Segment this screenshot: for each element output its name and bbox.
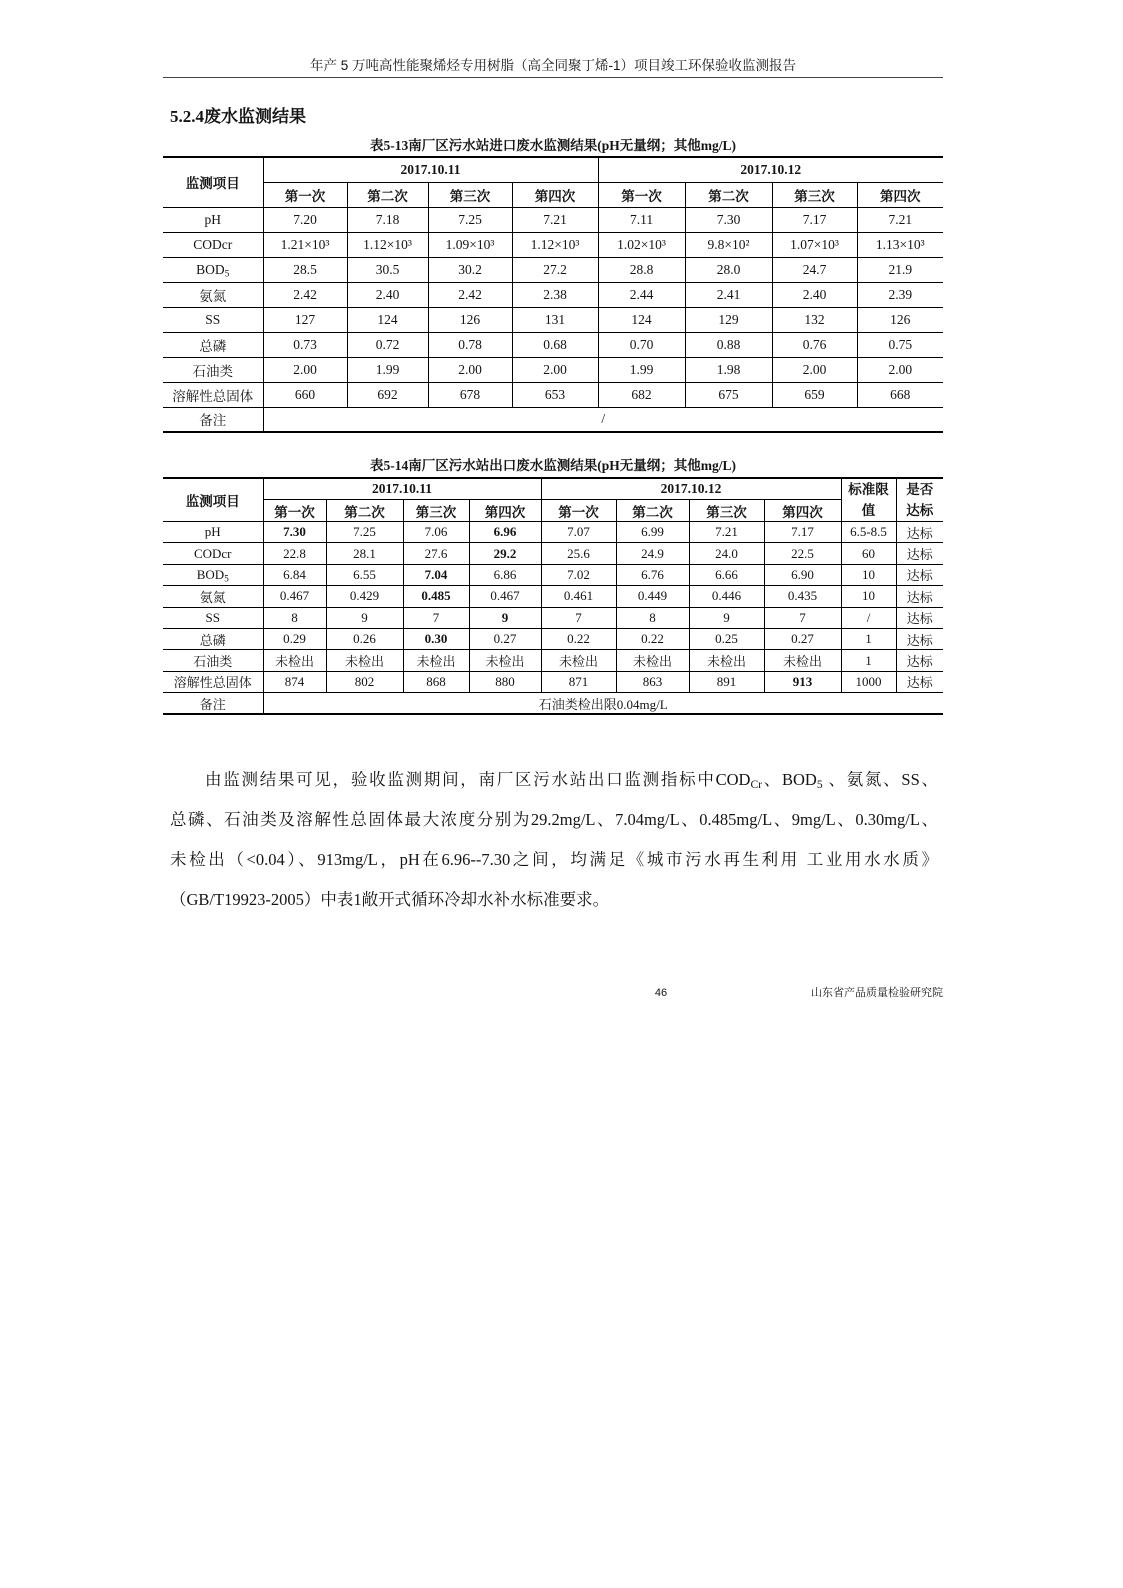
item-label: pH — [163, 522, 263, 543]
item-label: 总磷 — [163, 628, 263, 649]
measurement-value: 未检出 — [326, 650, 403, 671]
measurement-value: 21.9 — [857, 257, 943, 282]
run-header: 第四次 — [469, 500, 541, 522]
measurement-value: 7.11 — [598, 207, 685, 232]
measurement-value: 124 — [347, 307, 428, 332]
measurement-value: 0.27 — [764, 628, 841, 649]
measurement-value: 0.88 — [685, 332, 772, 357]
conclusion-line: 总磷、石油类及溶解性总固体最大浓度分别为29.2mg/L、7.04mg/L、0.485mg/L、9mg/L、0.30mg/L、 — [170, 810, 938, 829]
table-remark — [163, 407, 943, 432]
measurement-value: 1.98 — [685, 357, 772, 382]
measurement-value: 30.2 — [428, 257, 512, 282]
item-label: 石油类 — [163, 357, 263, 382]
table-row — [163, 564, 943, 585]
date-header: 2017.10.12 — [541, 478, 841, 500]
item-label: $BOD_5$ — [163, 257, 263, 282]
run-header: 第三次 — [403, 500, 469, 522]
measurement-value: 6.66 — [689, 564, 764, 585]
text-run: 由监测结果可见，验收监测期间，南厂区污水站出口监测指标中COD — [205, 770, 751, 789]
measurement-value: 0.449 — [616, 586, 689, 607]
measurement-value: 2.44 — [598, 282, 685, 307]
measurement-value: 0.72 — [347, 332, 428, 357]
item-label: 氨氮 — [163, 586, 263, 607]
measurement-value: 27.6 — [403, 543, 469, 564]
measurement-value: 7.20 — [263, 207, 347, 232]
measurement-value: 7.18 — [347, 207, 428, 232]
measurement-value: 未检出 — [263, 650, 326, 671]
measurement-value: 2.00 — [428, 357, 512, 382]
measurement-value: 126 — [857, 307, 943, 332]
run-header: 第三次 — [689, 500, 764, 522]
measurement-value: 129 — [685, 307, 772, 332]
measurement-value: 7.30 — [685, 207, 772, 232]
measurement-value: 未检出 — [469, 650, 541, 671]
measurement-value: 24.9 — [616, 543, 689, 564]
measurement-value: 7.21 — [689, 522, 764, 543]
table-row — [163, 232, 943, 257]
item-label: CODcr — [163, 232, 263, 257]
compliance-status: 达标 — [896, 586, 943, 607]
compliance-status: 达标 — [896, 543, 943, 564]
compliance-status: 达标 — [896, 564, 943, 585]
measurement-value: 7 — [541, 607, 616, 628]
measurement-value: 24.7 — [772, 257, 857, 282]
measurement-value: 6.90 — [764, 564, 841, 585]
table-row — [163, 357, 943, 382]
measurement-value: 7.02 — [541, 564, 616, 585]
compliance-status: 达标 — [896, 628, 943, 649]
run-header: 第四次 — [512, 182, 598, 207]
conclusion-line: 未检出（<0.04）、913mg/L，pH在6.96--7.30之间，均满足《城市污水再生利用 工业用水水质》 — [170, 850, 938, 869]
measurement-value: 0.30 — [403, 628, 469, 649]
measurement-value: 659 — [772, 382, 857, 407]
table-remark — [163, 693, 943, 714]
table-row — [163, 671, 943, 692]
measurement-value: 2.00 — [772, 357, 857, 382]
run-header: 第四次 — [764, 500, 841, 522]
measurement-value: 25.6 — [541, 543, 616, 564]
measurement-value: 7.06 — [403, 522, 469, 543]
item-label: $BOD_5$ — [163, 564, 263, 585]
page-number: 46 — [654, 987, 668, 999]
measurement-value: 0.78 — [428, 332, 512, 357]
measurement-value: 1.13×10³ — [857, 232, 943, 257]
measurement-value: 7.21 — [857, 207, 943, 232]
measurement-value: 0.27 — [469, 628, 541, 649]
measurement-value: 28.0 — [685, 257, 772, 282]
measurement-value: 22.5 — [764, 543, 841, 564]
measurement-value: 30.5 — [347, 257, 428, 282]
measurement-value: 0.68 — [512, 332, 598, 357]
measurement-value: 6.55 — [326, 564, 403, 585]
measurement-value: 668 — [857, 382, 943, 407]
measurement-value: 6.84 — [263, 564, 326, 585]
measurement-value: 8 — [263, 607, 326, 628]
table-row — [163, 650, 943, 671]
measurement-value: 27.2 — [512, 257, 598, 282]
inlet-table-caption: 表5-13南厂区污水站进口废水监测结果(pH无量纲；其他mg/L) — [370, 138, 736, 153]
table-header — [163, 478, 943, 522]
limit-header — [841, 478, 896, 522]
table-row — [163, 543, 943, 564]
outlet-table-caption: 表5-14南厂区污水站出口废水监测结果(pH无量纲；其他mg/L) — [370, 458, 736, 473]
measurement-value: 1.12×10³ — [347, 232, 428, 257]
measurement-value: 28.1 — [326, 543, 403, 564]
measurement-value: 2.40 — [772, 282, 857, 307]
measurement-value: 913 — [764, 671, 841, 692]
measurement-value: 未检出 — [616, 650, 689, 671]
institution-name: 山东省产品质量检验研究院 — [811, 987, 943, 999]
table-body — [163, 522, 943, 693]
run-header: 第三次 — [772, 182, 857, 207]
measurement-value: 28.5 — [263, 257, 347, 282]
table-row — [163, 382, 943, 407]
item-header: 监测项目 — [163, 157, 263, 207]
measurement-value: 0.446 — [689, 586, 764, 607]
standard-limit: 1 — [841, 650, 896, 671]
measurement-value: 2.39 — [857, 282, 943, 307]
measurement-value: 863 — [616, 671, 689, 692]
header-row — [163, 500, 943, 522]
measurement-value: 124 — [598, 307, 685, 332]
item-label: SS — [163, 607, 263, 628]
measurement-value: 868 — [403, 671, 469, 692]
standard-limit: 6.5-8.5 — [841, 522, 896, 543]
measurement-value: 0.75 — [857, 332, 943, 357]
measurement-value: 1.07×10³ — [772, 232, 857, 257]
conclusion-line: （GB/T19923-2005）中表1敞开式循环冷却水补水标准要求。 — [170, 890, 610, 909]
item-label-subscript: 5 — [224, 268, 230, 279]
conclusion-paragraph — [170, 760, 938, 920]
run-header: 第二次 — [347, 182, 428, 207]
run-header: 第二次 — [616, 500, 689, 522]
header-row — [163, 182, 943, 207]
run-header: 第一次 — [263, 500, 326, 522]
item-label-subscript: 5 — [224, 573, 229, 584]
measurement-value: 7 — [403, 607, 469, 628]
measurement-value: 880 — [469, 671, 541, 692]
item-label: CODcr — [163, 543, 263, 564]
measurement-value: 0.29 — [263, 628, 326, 649]
measurement-value: 132 — [772, 307, 857, 332]
measurement-value: 7.21 — [512, 207, 598, 232]
measurement-value: 871 — [541, 671, 616, 692]
measurement-value: 0.73 — [263, 332, 347, 357]
remark-label: 备注 — [163, 693, 263, 714]
compliance-header-text: 是否达标 — [906, 482, 934, 518]
measurement-value: 0.25 — [689, 628, 764, 649]
measurement-value: 1.12×10³ — [512, 232, 598, 257]
measurement-value: 7 — [764, 607, 841, 628]
measurement-value: 28.8 — [598, 257, 685, 282]
measurement-value: 2.00 — [512, 357, 598, 382]
measurement-value: 2.41 — [685, 282, 772, 307]
outlet-results-table — [163, 477, 943, 715]
remark-text: / — [263, 407, 943, 432]
run-header: 第一次 — [598, 182, 685, 207]
measurement-value: 0.467 — [469, 586, 541, 607]
date-header: 2017.10.11 — [263, 157, 598, 182]
measurement-value: 2.00 — [263, 357, 347, 382]
table-header — [163, 157, 943, 207]
measurement-value: 678 — [428, 382, 512, 407]
measurement-value: 874 — [263, 671, 326, 692]
measurement-value: 22.8 — [263, 543, 326, 564]
remark-row — [163, 693, 943, 714]
measurement-value: 653 — [512, 382, 598, 407]
measurement-value: 9 — [326, 607, 403, 628]
header-row — [163, 157, 943, 182]
item-label: SS — [163, 307, 263, 332]
measurement-value: 2.40 — [347, 282, 428, 307]
measurement-value: 2.00 — [857, 357, 943, 382]
table-row — [163, 607, 943, 628]
measurement-value: 7.17 — [764, 522, 841, 543]
measurement-value: 1.02×10³ — [598, 232, 685, 257]
remark-row — [163, 407, 943, 432]
run-header: 第二次 — [685, 182, 772, 207]
measurement-value: 0.26 — [326, 628, 403, 649]
compliance-status: 达标 — [896, 607, 943, 628]
item-label: 总磷 — [163, 332, 263, 357]
measurement-value: 9 — [469, 607, 541, 628]
measurement-value: 9.8×10² — [685, 232, 772, 257]
measurement-value: 0.22 — [541, 628, 616, 649]
date-header: 2017.10.11 — [263, 478, 541, 500]
measurement-value: 7.07 — [541, 522, 616, 543]
item-label: 石油类 — [163, 650, 263, 671]
bod-subscript: 5 — [816, 778, 823, 791]
measurement-value: 660 — [263, 382, 347, 407]
measurement-value: 7.25 — [428, 207, 512, 232]
measurement-value: 1.99 — [347, 357, 428, 382]
compliance-status: 达标 — [896, 650, 943, 671]
measurement-value: 675 — [685, 382, 772, 407]
measurement-value: 126 — [428, 307, 512, 332]
measurement-value: 7.30 — [263, 522, 326, 543]
run-header: 第一次 — [541, 500, 616, 522]
standard-limit: 60 — [841, 543, 896, 564]
table-row — [163, 522, 943, 543]
measurement-value: 9 — [689, 607, 764, 628]
table-row — [163, 307, 943, 332]
header-row — [163, 478, 943, 500]
text-run: 、氨氮、SS、 — [822, 770, 938, 789]
item-label: 氨氮 — [163, 282, 263, 307]
measurement-value: 未检出 — [689, 650, 764, 671]
measurement-value: 0.22 — [616, 628, 689, 649]
measurement-value: 1.99 — [598, 357, 685, 382]
measurement-value: 7.25 — [326, 522, 403, 543]
measurement-value: 6.76 — [616, 564, 689, 585]
conclusion-line — [170, 760, 938, 800]
text-run: 、BOD — [762, 770, 817, 789]
measurement-value: 6.99 — [616, 522, 689, 543]
measurement-value: 0.76 — [772, 332, 857, 357]
item-label: pH — [163, 207, 263, 232]
run-header: 第二次 — [326, 500, 403, 522]
measurement-value: 802 — [326, 671, 403, 692]
compliance-status: 达标 — [896, 671, 943, 692]
item-label: 溶解性总固体 — [163, 671, 263, 692]
standard-limit: / — [841, 607, 896, 628]
measurement-value: 0.70 — [598, 332, 685, 357]
measurement-value: 24.0 — [689, 543, 764, 564]
compliance-header — [896, 478, 943, 522]
measurement-value: 29.2 — [469, 543, 541, 564]
table-row — [163, 628, 943, 649]
measurement-value: 8 — [616, 607, 689, 628]
measurement-value: 0.435 — [764, 586, 841, 607]
table-row — [163, 282, 943, 307]
measurement-value: 1.21×10³ — [263, 232, 347, 257]
measurement-value: 0.467 — [263, 586, 326, 607]
measurement-value: 127 — [263, 307, 347, 332]
standard-limit: 10 — [841, 564, 896, 585]
limit-header-text: 标准限值 — [848, 482, 889, 518]
table-body — [163, 207, 943, 407]
standard-limit: 1000 — [841, 671, 896, 692]
measurement-value: 2.42 — [263, 282, 347, 307]
measurement-value: 未检出 — [764, 650, 841, 671]
run-header: 第四次 — [857, 182, 943, 207]
measurement-value: 6.96 — [469, 522, 541, 543]
running-header: 年产 5 万吨高性能聚烯烃专用树脂（高全同聚丁烯-1）项目竣工环保验收监测报告 — [163, 55, 943, 78]
measurement-value: 2.42 — [428, 282, 512, 307]
date-header: 2017.10.12 — [598, 157, 943, 182]
item-header: 监测项目 — [163, 478, 263, 522]
measurement-value: 6.86 — [469, 564, 541, 585]
section-heading: 5.2.4废水监测结果 — [170, 107, 306, 126]
table-row — [163, 257, 943, 282]
standard-limit: 10 — [841, 586, 896, 607]
remark-text: 石油类检出限0.04mg/L — [263, 693, 943, 714]
table-row — [163, 207, 943, 232]
measurement-value: 131 — [512, 307, 598, 332]
table-row — [163, 586, 943, 607]
standard-limit: 1 — [841, 628, 896, 649]
run-header: 第一次 — [263, 182, 347, 207]
measurement-value: 692 — [347, 382, 428, 407]
inlet-results-table — [163, 156, 943, 433]
measurement-value: 未检出 — [403, 650, 469, 671]
run-header: 第三次 — [428, 182, 512, 207]
measurement-value: 0.485 — [403, 586, 469, 607]
measurement-value: 1.09×10³ — [428, 232, 512, 257]
measurement-value: 未检出 — [541, 650, 616, 671]
remark-label: 备注 — [163, 407, 263, 432]
measurement-value: 0.429 — [326, 586, 403, 607]
measurement-value: 7.17 — [772, 207, 857, 232]
table-row — [163, 332, 943, 357]
compliance-status: 达标 — [896, 522, 943, 543]
measurement-value: 682 — [598, 382, 685, 407]
measurement-value: 7.04 — [403, 564, 469, 585]
cod-subscript: Cr — [750, 778, 762, 791]
measurement-value: 2.38 — [512, 282, 598, 307]
item-label: 溶解性总固体 — [163, 382, 263, 407]
measurement-value: 0.461 — [541, 586, 616, 607]
measurement-value: 891 — [689, 671, 764, 692]
